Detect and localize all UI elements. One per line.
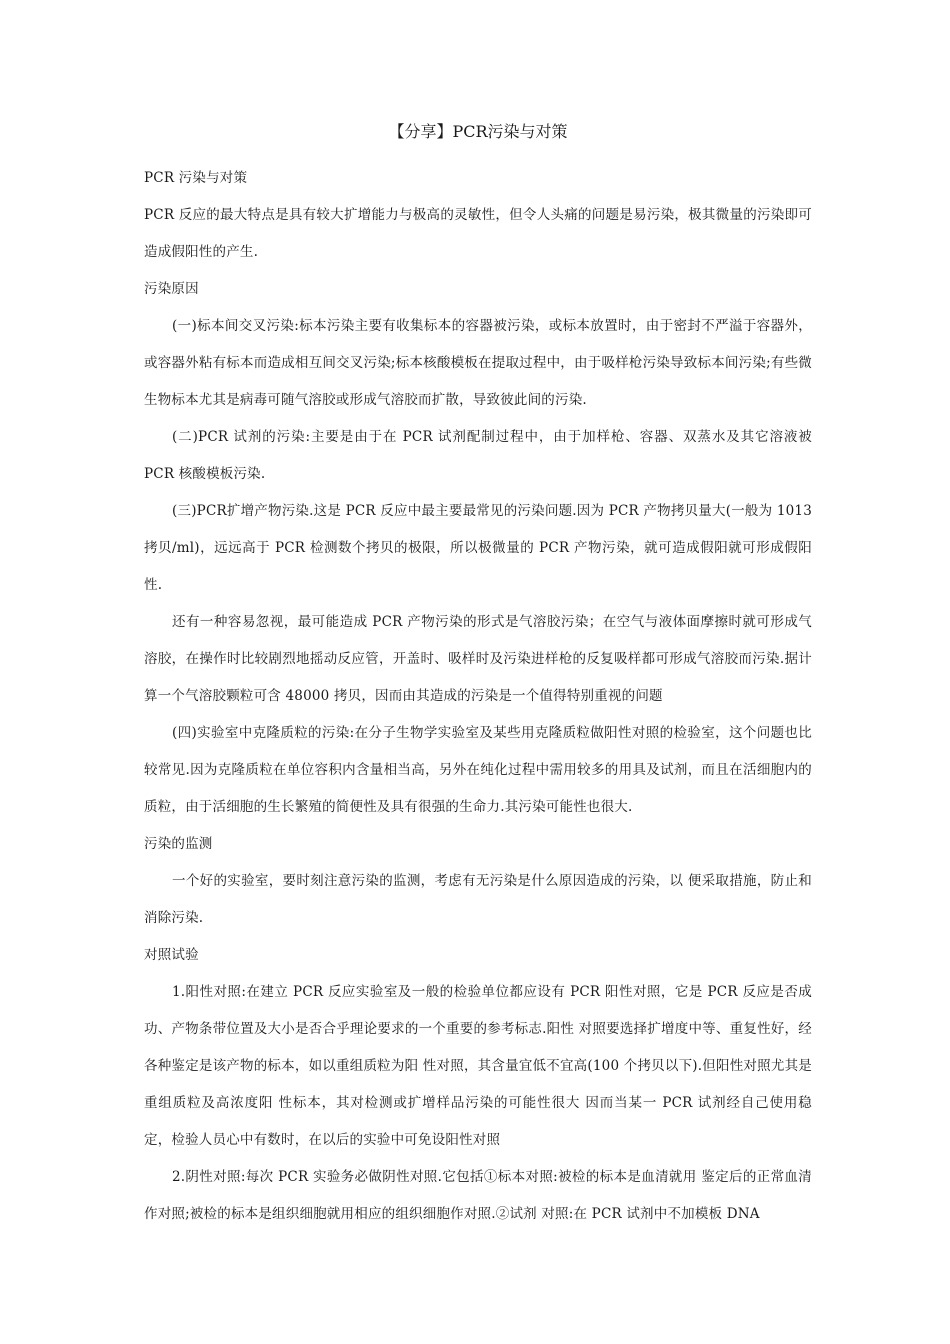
section-heading-causes: 污染原因 [144,281,199,297]
intro-paragraph: PCR 反应的最大特点是具有较大扩增能力与极高的灵敏性，但令人头痛的问题是易污染，极其微量的污染即可造成假阳性的产生. [144,207,812,260]
positive-control-paragraph: 1.阳性对照:在建立 PCR 反应实验室及一般的检验单位都应设有 PCR 阳性对照，它是 PCR 反应是否成功、产物条带位置及大小是否合乎理论要求的一个重要的参考标志.阳性 对照要选择扩增度中等、重复性好，经各种鉴定是该产物的标本，如以重组质粒为阳 性对照，其含量宜低不宜高(100 个拷贝以下).但阳性对照尤其是重组质粒及高浓度阳 性标本，其对检测或扩增样品污染的可能性很大 因而当某一 PCR 试剂经自己使用稳 定，检验人员心中有数时，在以后的实验中可免设阳性对照 [144,984,812,1148]
negative-control-paragraph: 2.阴性对照:每次 PCR 实验务必做阴性对照.它包括①标本对照:被检的标本是血清就用 鉴定后的正常血清作对照;被检的标本是组织细胞就用相应的组织细胞作对照.②试剂 对照:在 PCR 试剂中不加模板 DNA [144,1169,812,1222]
cause-4-paragraph: (四)实验室中克隆质粒的污染:在分子生物学实验室及某些用克隆质粒做阳性对照的检验室，这个问题也比较常见.因为克隆质粒在单位容积内含量相当高，另外在纯化过程中需用较多的用具及试剂，而且在活细胞内的质粒，由于活细胞的生长繁殖的简便性及具有很强的生命力.其污染可能性也很大. [144,725,812,815]
cause-3-paragraph: (三)PCR扩增产物污染.这是 PCR 反应中最主要最常见的污染问题.因为 PCR 产物拷贝量大(一般为 1013 拷贝/ml)，远远高于 PCR 检测数个拷贝的极限，所以极微量的 PCR 产物污染，就可造成假阳就可形成假阳性. [144,503,812,593]
cause-1-paragraph: (一)标本间交叉污染:标本污染主要有收集标本的容器被污染，或标本放置时，由于密封不严溢于容器外，或容器外粘有标本而造成相互间交叉污染;标本核酸模板在提取过程中，由于吸样枪污染导致标本间污染;有些微生物标本尤其是病毒可随气溶胶或形成气溶胶而扩散，导致彼此间的污染. [144,318,812,408]
section-heading-monitoring: 污染的监测 [144,836,213,852]
aerosol-paragraph: 还有一种容易忽视，最可能造成 PCR 产物污染的形式是气溶胶污染；在空气与液体面摩擦时就可形成气溶胶，在操作时比较剧烈地摇动反应管，开盖时、吸样时及污染进样枪的反复吸样都可形成气溶胶而污染.据计算一个气溶胶颗粒可含 48000 拷贝，因而由其造成的污染是一个值得特别重视的问题 [144,614,812,704]
document-subtitle: PCR 污染与对策 [144,170,248,186]
document-page [144,118,812,1233]
cause-2-paragraph: (二)PCR 试剂的污染:主要是由于在 PCR 试剂配制过程中，由于加样枪、容器、双蒸水及其它溶液被 PCR 核酸模板污染. [144,429,812,482]
section-heading-controls: 对照试验 [144,947,199,963]
monitoring-paragraph: 一个好的实验室，要时刻注意污染的监测，考虑有无污染是什么原因造成的污染，以 便采取措施，防止和消除污染. [144,873,812,926]
document-title: 【分享】PCR污染与对策 [388,122,568,141]
